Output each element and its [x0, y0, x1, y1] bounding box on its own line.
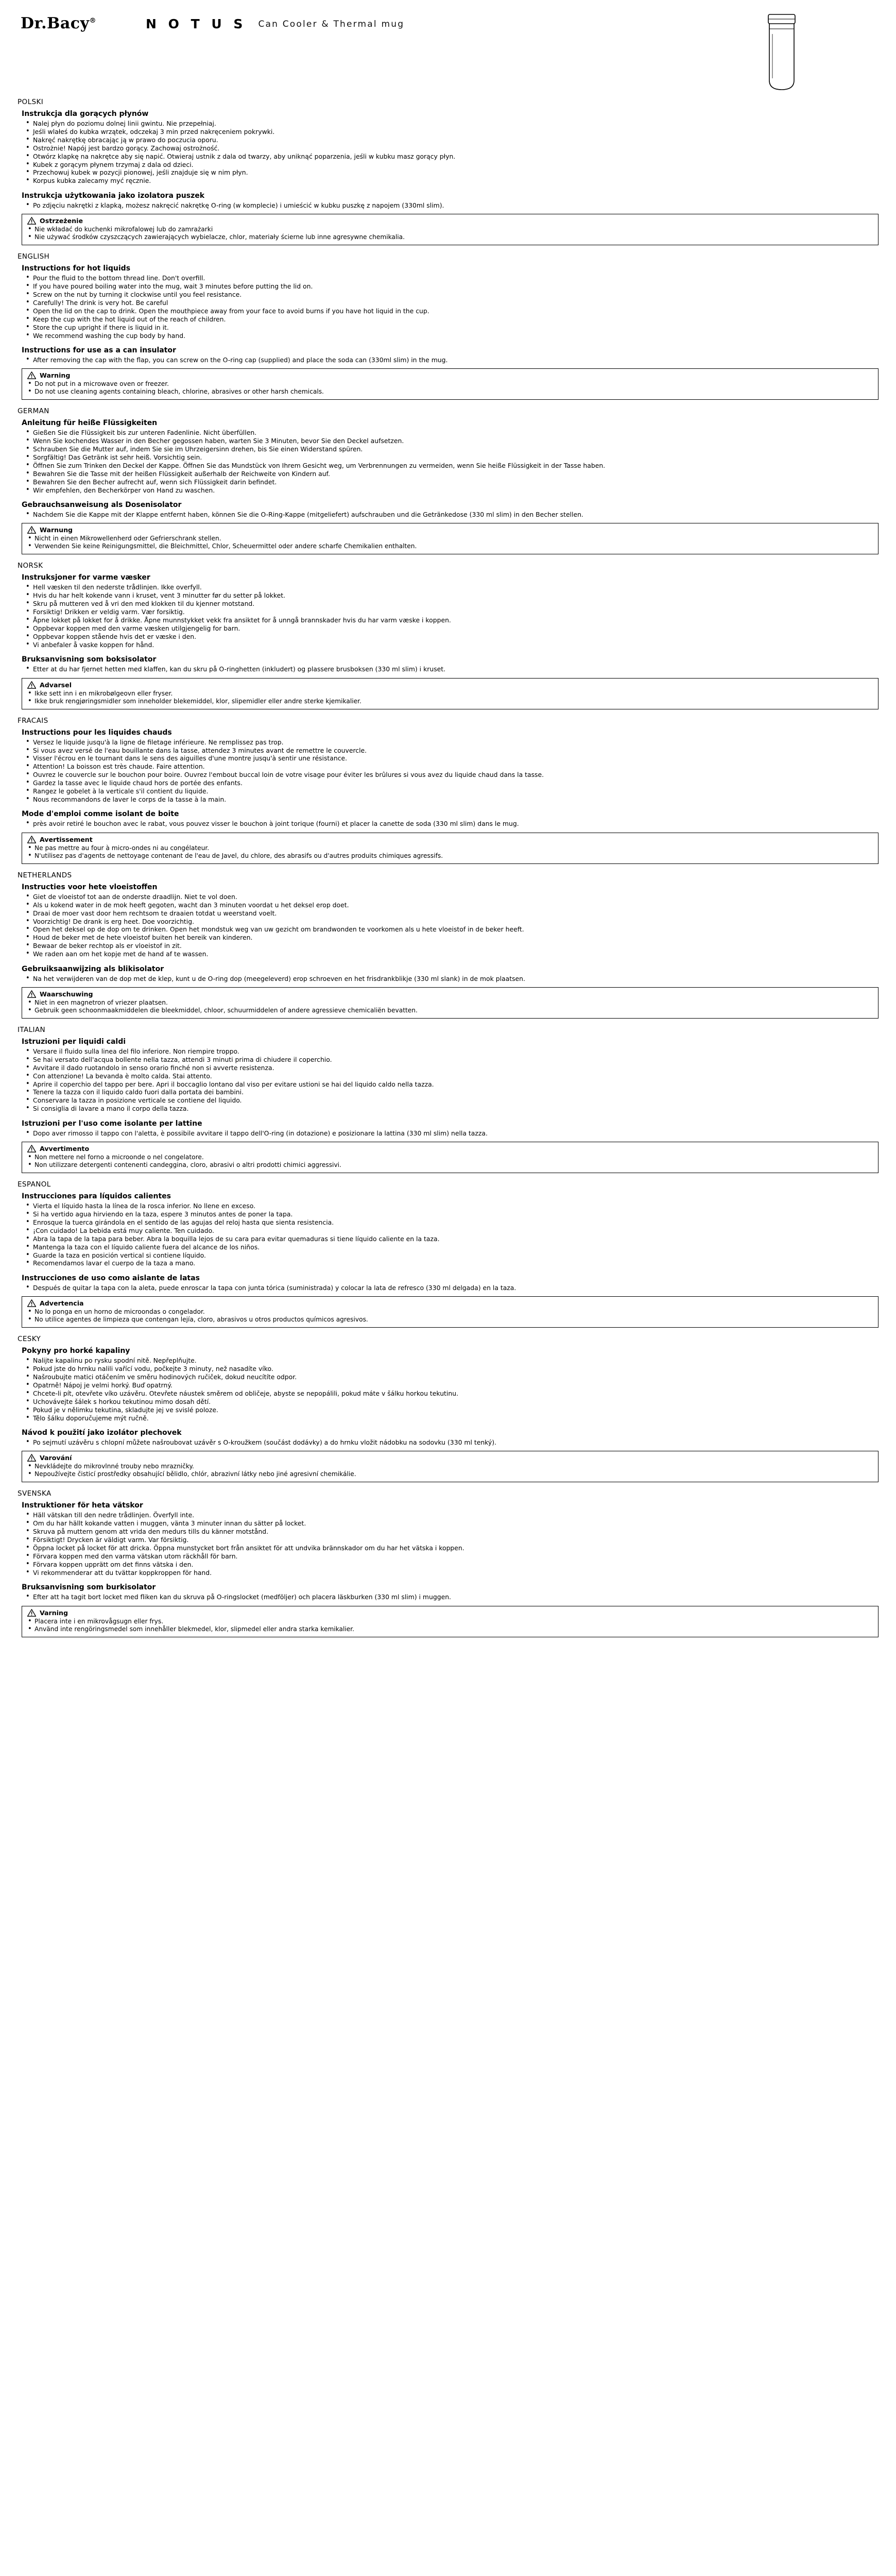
instruction-item: • Open the lid on the cap to drink. Open the mouthpiece away from your face to avoid burns if you have hot liquid in the cup.	[22, 307, 878, 315]
instruction-item: • Gardez la tasse avec le liquide chaud hors de portée des enfants.	[22, 779, 878, 787]
instruction-item: • Hvis du har helt kokende vann i kruset, vent 3 minutter før du setter på lokket.	[22, 591, 878, 599]
instruction-item: • Open het deksel op de dop om te drinken. Open het mondstuk weg van uw gezicht om brandwonden te voorkomen als u hete vloeistof in de beker heeft.	[22, 925, 878, 933]
warning-list	[27, 226, 873, 241]
warning-list	[27, 1463, 873, 1478]
warning-box	[22, 678, 878, 709]
product-name: N O T U S	[146, 16, 247, 31]
warning-triangle-icon	[27, 371, 36, 379]
warning-header	[27, 990, 873, 998]
instruction-item: • Bewaar de beker rechtop als er vloeistof in zit.	[22, 942, 878, 950]
warning-item: • N'utilisez pas d'agents de nettoyage contenant de l'eau de Javel, du chlore, des abrasifs ou d'autres produits chimiques agressifs.	[27, 852, 873, 860]
instruction-item: • Ouvrez le couvercle sur le bouchon pour boire. Ouvrez l'embout buccal loin de votre visage pour éviter les brûlures si vous avez du liquide chaud dans la tasse.	[22, 771, 878, 778]
instruction-list	[22, 820, 878, 827]
warning-list	[27, 380, 873, 396]
instruction-item: • Po sejmutí uzávěru s chlopní můžete našroubovat uzávěr s O-kroužkem (součást dodávky) a do hrnku vložit nádobku na sodovku (330 ml tenký).	[22, 1438, 878, 1446]
instruction-item: • Conservare la tazza in posizione verticale se contiene del liquido.	[22, 1096, 878, 1104]
warning-triangle-icon	[27, 1299, 36, 1307]
language-section	[18, 717, 878, 864]
instruction-list	[22, 1357, 878, 1422]
instruction-item: • Oppbevar koppen med den varme væsken utilgjengelig for barn.	[22, 624, 878, 632]
instruction-item: • Bewahren Sie den Becher aufrecht auf, wenn sich Flüssigkeit darin befindet.	[22, 478, 878, 486]
language-label: CESKY	[18, 1335, 41, 1344]
instruction-item: • Pokud jste do hrnku nalili vařící vodu, počkejte 3 minuty, než nasadíte víko.	[22, 1365, 878, 1372]
warning-header	[27, 1299, 873, 1307]
instruction-heading: Bruksanvisning som boksisolator	[22, 655, 157, 664]
warning-header	[27, 1454, 873, 1462]
warning-triangle-icon	[27, 217, 36, 225]
instruction-heading: Instrucciones para líquidos calientes	[22, 1192, 171, 1201]
instruction-item: • Oppbevar koppen stående hvis det er væske i den.	[22, 633, 878, 640]
instruction-item: • Visser l'écrou en le tournant dans le sens des aiguilles d'une montre jusqu'à sentir une résistance.	[22, 754, 878, 762]
instruction-item: • Opatrně! Nápoj je velmi horký. Buď opatrný.	[22, 1381, 878, 1389]
warning-item: • Nie używać środków czyszczących zawierających wybielacze, chlor, materiały ścierne lub inne agresywne chemikalia.	[27, 233, 873, 241]
instruction-heading: Pokyny pro horké kapaliny	[22, 1347, 130, 1355]
instruction-item: • Versez le liquide jusqu'à la ligne de filetage inférieure. Ne remplissez pas trop.	[22, 738, 878, 746]
instruction-item: • Po zdjęciu nakrętki z klapką, możesz nakręcić nakrętkę O-ring (w komplecie) i umieścić w kubku puszkę z napojem (330ml slim).	[22, 201, 878, 209]
instruction-item: • We recommend washing the cup body by hand.	[22, 332, 878, 340]
warning-triangle-icon	[27, 1609, 36, 1617]
warning-item: • No lo ponga en un horno de microondas o congelador.	[27, 1308, 873, 1316]
instruction-item: • Forsiktig! Drikken er veldig varm. Vær forsiktig.	[22, 608, 878, 616]
warning-triangle-icon	[27, 681, 36, 689]
warning-label: Avertissement	[40, 835, 93, 843]
warning-item: • Använd inte rengöringsmedel som innehåller blekmedel, klor, slipmedel eller andra starka kemikalier.	[27, 1625, 873, 1633]
instruction-heading: Instrukcja dla gorących płynów	[22, 110, 149, 118]
instruction-item: • Después de quitar la tapa con la aleta, puede enroscar la tapa con junta tórica (suministrada) y colocar la lata de refresco (330 ml delgada) en la taza.	[22, 1284, 878, 1292]
instruction-heading: Instructies voor hete vloeistoffen	[22, 883, 158, 891]
instruction-list	[22, 583, 878, 649]
registered-mark: ®	[89, 17, 97, 25]
instruction-heading: Instruksjoner for varme væsker	[22, 573, 150, 582]
product-title-block	[146, 13, 404, 31]
instruction-list	[22, 738, 878, 804]
instruction-list	[22, 893, 878, 958]
instruction-item: • Carefully! The drink is very hot. Be careful	[22, 299, 878, 307]
warning-label: Advarsel	[40, 681, 72, 689]
instruction-item: • Vierta el líquido hasta la línea de la rosca inferior. No llene en exceso.	[22, 1202, 878, 1210]
language-label: SVENSKA	[18, 1489, 51, 1498]
travel-mug-illustration-icon	[757, 13, 806, 92]
instruction-item: • Gießen Sie die Flüssigkeit bis zur unteren Fadenlinie. Nicht überfüllen.	[22, 429, 878, 436]
warning-label: Advertencia	[40, 1299, 84, 1308]
instruction-list	[22, 1438, 878, 1446]
language-label: ITALIAN	[18, 1025, 46, 1034]
warning-header	[27, 526, 873, 534]
warning-box	[22, 523, 878, 554]
warning-item: • Ne pas mettre au four à micro-ondes ni au congélateur.	[27, 844, 873, 852]
instruction-heading: Instrukcja użytkowania jako izolatora puszek	[22, 191, 205, 200]
warning-list	[27, 535, 873, 550]
instruction-list	[22, 120, 878, 185]
instruction-list	[22, 1593, 878, 1601]
instruction-list	[22, 1202, 878, 1267]
warning-item: • Verwenden Sie keine Reinigungsmittel, die Bleichmittel, Chlor, Scheuermittel oder andere scharfe Chemikalien enthalten.	[27, 543, 873, 550]
warning-triangle-icon	[27, 836, 36, 843]
language-section	[18, 1335, 878, 1482]
instruction-item: • Našroubujte matici otáčením ve směru hodinových ručiček, dokud neucítíte odpor.	[22, 1373, 878, 1381]
instruction-item: • Jeśli wlałeś do kubka wrzątek, odczekaj 3 min przed nakręceniem pokrywki.	[22, 128, 878, 135]
warning-header	[27, 217, 873, 225]
instruction-item: • Aprire il coperchio del tappo per bere. Apri il boccaglio lontano dal viso per evitare ustioni se hai del liquido caldo nella tazza.	[22, 1080, 878, 1088]
instruction-item: • Con attenzione! La bevanda è molto calda. Stai attento.	[22, 1072, 878, 1080]
language-section	[18, 407, 878, 554]
instruction-item: • Tenere la tazza con il liquido caldo fuori dalla portata dei bambini.	[22, 1088, 878, 1096]
warning-list	[27, 844, 873, 860]
instruction-heading: Gebrauchsanweisung als Dosenisolator	[22, 501, 182, 510]
warning-item: • Ikke bruk rengjøringsmidler som inneholder blekemiddel, klor, slipemidler eller andre sterke kjemikalier.	[27, 698, 873, 705]
instruction-heading: Mode d'emploi comme isolant de boite	[22, 810, 179, 819]
language-label: ENGLISH	[18, 252, 50, 261]
instruction-item: • Rangez le gobelet à la verticale s'il contient du liquide.	[22, 787, 878, 795]
warning-box	[22, 214, 878, 245]
instruction-item: • Przechowuj kubek w pozycji pionowej, jeśli znajduje się w nim płyn.	[22, 168, 878, 176]
instruction-item: • Nachdem Sie die Kappe mit der Klappe entfernt haben, können Sie die O-Ring-Kappe (mitgeliefert) aufschrauben und die Getränkedose (330 ml slim) in den Becher stellen.	[22, 511, 878, 518]
instruction-item: • Hell væsken til den nederste trådlinjen. Ikke overfyll.	[22, 583, 878, 591]
language-label: NETHERLANDS	[18, 871, 72, 879]
instruction-item: • Draai de moer vast door hem rechtsom te draaien totdat u weerstand voelt.	[22, 909, 878, 917]
warning-box	[22, 1606, 878, 1637]
language-label: GERMAN	[18, 407, 49, 416]
instruction-list	[22, 356, 878, 364]
instruction-item: • Chcete-li pít, otevřete víko uzávěru. Otevřete náustek směrem od obličeje, abyste se nepopálili, pokud máte v šálku horkou tekutinu.	[22, 1389, 878, 1397]
instruction-item: • Försiktigt! Drycken är väldigt varm. Var försiktig.	[22, 1536, 878, 1544]
product-subtitle: Can Cooler & Thermal mug	[258, 19, 405, 29]
instruction-item: • Vi anbefaler å vaske koppen for hånd.	[22, 641, 878, 649]
warning-item: • Do not put in a microwave oven or freezer.	[27, 380, 873, 388]
instruction-item: • Keep the cup with the hot liquid out of the reach of children.	[22, 315, 878, 323]
instruction-item: • Se hai versato dell'acqua bollente nella tazza, attendi 3 minuti prima di chiudere il coperchio.	[22, 1056, 878, 1063]
instruction-item: • Uchovávejte šálek s horkou tekutinou mimo dosah dětí.	[22, 1398, 878, 1405]
instruction-heading: Instructions for hot liquids	[22, 264, 131, 273]
instruction-item: • After removing the cap with the flap, you can screw on the O-ring cap (supplied) and place the soda can (330ml slim) in the mug.	[22, 356, 878, 364]
instruction-heading: Návod k použití jako izolátor plechovek	[22, 1429, 182, 1437]
instruction-item: • Houd de beker met de hete vloeistof buiten het bereik van kinderen.	[22, 934, 878, 941]
page-header	[18, 13, 878, 91]
instruction-item: • Store the cup upright if there is liquid in it.	[22, 324, 878, 331]
instruction-item: • Si consiglia di lavare a mano il corpo della tazza.	[22, 1105, 878, 1112]
warning-header	[27, 1609, 873, 1617]
instruction-item: • Avvitare il dado ruotandolo in senso orario finché non si avverte resistenza.	[22, 1064, 878, 1072]
language-label: POLSKI	[18, 98, 44, 106]
warning-label: Ostrzeżenie	[40, 217, 83, 225]
instruction-item: • Na het verwijderen van de dop met de klep, kunt u de O-ring dop (meegeleverd) erop schroeven en het frisdrankblikje (330 ml slank) in de mok plaatsen.	[22, 975, 878, 982]
warning-label: Waarschuwing	[40, 990, 93, 998]
warning-item: • Non mettere nel forno a microonde o nel congelatore.	[27, 1154, 873, 1161]
warning-item: • Nepoužívejte čisticí prostředky obsahující bělidlo, chlór, abrazivní látky nebo jiné agresivní chemikálie.	[27, 1470, 873, 1478]
instruction-list	[22, 1511, 878, 1577]
instruction-item: • Si vous avez versé de l'eau bouillante dans la tasse, attendez 3 minutes avant de remettre le couvercle.	[22, 747, 878, 754]
cup-glyph-icon: y	[80, 14, 90, 32]
instruction-item: • Häll vätskan till den nedre trådlinjen. Överfyll inte.	[22, 1511, 878, 1519]
instruction-heading: Bruksanvisning som burkisolator	[22, 1583, 156, 1592]
instruction-item: • Enrosque la tuerca girándola en el sentido de las agujas del reloj hasta que sienta resistencia.	[22, 1218, 878, 1226]
warning-box	[22, 1142, 878, 1173]
warning-box	[22, 1296, 878, 1328]
language-section	[18, 1026, 878, 1173]
instruction-heading: Instructions pour les liquides chauds	[22, 728, 172, 737]
warning-box	[22, 987, 878, 1019]
instruction-item: • Åpne lokket på lokket for å drikke. Åpne munnstykket vekk fra ansiktet for å unngå brannskader hvis du har varm væske i koppen.	[22, 616, 878, 624]
instruction-item: • Als u kokend water in de mok heeft gegoten, wacht dan 3 minuten voordat u het deksel erop doet.	[22, 901, 878, 909]
instruction-item: • Versare il fluido sulla linea del filo inferiore. Non riempire troppo.	[22, 1047, 878, 1055]
warning-header	[27, 681, 873, 689]
instruction-heading: Gebruiksaanwijzing als blikisolator	[22, 964, 164, 973]
instruction-item: • Korpus kubka zalecamy myć ręcznie.	[22, 177, 878, 184]
instruction-item: • Abra la tapa de la tapa para beber. Abra la boquilla lejos de su cara para evitar quemaduras si tiene líquido caliente en la taza.	[22, 1235, 878, 1243]
language-section	[18, 871, 878, 1019]
instruction-item: • Pour the fluid to the bottom thread line. Don't overfill.	[22, 274, 878, 282]
instruction-item: • Nalej płyn do poziomu dolnej linii gwintu. Nie przepełniaj.	[22, 120, 878, 127]
instruction-item: • Otwórz klapkę na nakrętce aby się napić. Otwieraj ustnik z dala od twarzy, aby uniknąć poparzenia, jeśli w kubku masz gorący płyn.	[22, 152, 878, 160]
warning-list	[27, 1308, 873, 1324]
warning-label: Warning	[40, 371, 71, 380]
language-section	[18, 1489, 878, 1637]
warning-item: • Nie wkładać do kuchenki mikrofalowej lub do zamrażarki	[27, 226, 873, 233]
language-label: FRACAIS	[18, 716, 48, 725]
instruction-list	[22, 274, 878, 340]
language-label: ESPANOL	[18, 1180, 51, 1189]
instruction-heading: Instruktioner för heta vätskor	[22, 1501, 143, 1510]
instruction-item: • Bewahren Sie die Tasse mit der heißen Flüssigkeit außerhalb der Reichweite von Kindern auf.	[22, 470, 878, 478]
instruction-item: • ¡Con cuidado! La bebida está muy caliente. Ten cuidado.	[22, 1227, 878, 1234]
instruction-item: • Wir empfehlen, den Becherkörper von Hand zu waschen.	[22, 486, 878, 494]
brand-logo	[18, 13, 96, 32]
warning-label: Warnung	[40, 526, 73, 534]
instruction-item: • Om du har hällt kokande vatten i muggen, vänta 3 minuter innan du sätter på locket.	[22, 1519, 878, 1527]
warning-label: Avvertimento	[40, 1145, 90, 1153]
warning-triangle-icon	[27, 526, 36, 534]
instruction-heading: Instructions for use as a can insulator	[22, 346, 176, 354]
instruction-item: • Giet de vloeistof tot aan de onderste draadlijn. Niet te vol doen.	[22, 893, 878, 901]
instruction-item: • Schrauben Sie die Mutter auf, indem Sie sie im Uhrzeigersinn drehen, bis Sie einen Widerstand spüren.	[22, 445, 878, 453]
warning-triangle-icon	[27, 1454, 36, 1462]
warning-item: • Nicht in einen Mikrowellenherd oder Gefrierschrank stellen.	[27, 535, 873, 543]
instruction-item: • Tělo šálku doporučujeme mýt ručně.	[22, 1414, 878, 1422]
warning-item: • Niet in een magnetron of vriezer plaatsen.	[27, 999, 873, 1007]
warning-item: • Ikke sett inn i en mikrobølgeovn eller fryser.	[27, 690, 873, 698]
warning-box	[22, 368, 878, 400]
instruction-item: • Recomendamos lavar el cuerpo de la taza a mano.	[22, 1259, 878, 1267]
instruction-item: • Öppna locket på locket för att dricka. Öppna munstycket bort från ansiktet för att undvika brännskador om du har het vätska i koppen.	[22, 1544, 878, 1552]
warning-box	[22, 1451, 878, 1482]
brand-name-part1: Dr.Bac	[21, 14, 80, 32]
language-section	[18, 98, 878, 245]
instruction-item: • près avoir retiré le bouchon avec le rabat, vous pouvez visser le bouchon à joint torique (fourni) et placer la canette de soda (330 ml slim) dans le mug.	[22, 820, 878, 827]
instruction-item: • Efter att ha tagit bort locket med fliken kan du skruva på O-ringslocket (medföljer) och placera läskburken (330 ml slim) i muggen.	[22, 1593, 878, 1601]
instruction-heading: Istruzioni per liquidi caldi	[22, 1037, 126, 1046]
warning-list	[27, 1154, 873, 1169]
instruction-item: • Kubek z gorącym płynem trzymaj z dala od dzieci.	[22, 161, 878, 168]
instruction-item: • Ostrożnie! Napój jest bardzo gorący. Zachowaj ostrożność.	[22, 144, 878, 152]
instruction-list	[22, 665, 878, 673]
instruction-list	[22, 1284, 878, 1292]
instruction-item: • Sorgfältig! Das Getränk ist sehr heiß. Vorsichtig sein.	[22, 453, 878, 461]
language-section	[18, 1180, 878, 1328]
warning-item: • Gebruik geen schoonmaakmiddelen die bleekmiddel, chloor, schuurmiddelen of andere agressieve chemicaliën bevatten.	[27, 1007, 873, 1014]
instruction-item: • Wenn Sie kochendes Wasser in den Becher gegossen haben, warten Sie 3 Minuten, bevor Sie den Deckel aufsetzen.	[22, 437, 878, 445]
instruction-list	[22, 429, 878, 494]
instruction-item: • Öffnen Sie zum Trinken den Deckel der Kappe. Öffnen Sie das Mundstück von Ihrem Gesicht weg, um Verbrennungen zu vermeiden, wenn Sie heiße Flüssigkeit in der Tasse haben.	[22, 462, 878, 469]
warning-label: Varning	[40, 1608, 68, 1617]
instruction-item: • Vi rekommenderar att du tvättar koppkroppen för hand.	[22, 1569, 878, 1577]
language-section	[18, 562, 878, 709]
warning-header	[27, 371, 873, 379]
instruction-item: • Etter at du har fjernet hetten med klaffen, kan du skru på O-ringhetten (inkludert) og plassere brusboksen (330 ml slim) i kruset.	[22, 665, 878, 673]
instruction-item: • Mantenga la taza con el líquido caliente fuera del alcance de los niños.	[22, 1243, 878, 1251]
instruction-list	[22, 975, 878, 982]
warning-label: Varování	[40, 1454, 72, 1462]
instruction-list	[22, 1129, 878, 1137]
instruction-item: • Si ha vertido agua hirviendo en la taza, espere 3 minutos antes de poner la tapa.	[22, 1210, 878, 1218]
instruction-heading: Instrucciones de uso como aislante de latas	[22, 1274, 200, 1282]
warning-header	[27, 1145, 873, 1153]
instruction-item: • Nous recommandons de laver le corps de la tasse à la main.	[22, 795, 878, 803]
instruction-item: • Pokud je v nělimku tekutina, skladujte jej ve svislé poloze.	[22, 1406, 878, 1414]
instruction-list	[22, 201, 878, 209]
language-label: NORSK	[18, 562, 43, 570]
warning-item: • Nevkládejte do mikrovlnné trouby nebo mrazničky.	[27, 1463, 873, 1470]
warning-list	[27, 1618, 873, 1633]
warning-triangle-icon	[27, 990, 36, 998]
warning-item: • Do not use cleaning agents containing bleach, chlorine, abrasives or other harsh chemicals.	[27, 388, 873, 396]
language-sections	[18, 98, 878, 1637]
warning-box	[22, 833, 878, 864]
instruction-list	[22, 1047, 878, 1113]
instruction-list	[22, 511, 878, 518]
instruction-item: • Skruva på muttern genom att vrida den medurs tills du känner motstånd.	[22, 1528, 878, 1535]
warning-list	[27, 999, 873, 1014]
instruction-item: • Nalijte kapalinu po rysku spodní nitě. Nepřeplňujte.	[22, 1357, 878, 1364]
instruction-item: • Nakręć nakrętkę obracając ją w prawo do poczucia oporu.	[22, 136, 878, 144]
instruction-item: • Guarde la taza en posición vertical si contiene líquido.	[22, 1251, 878, 1259]
warning-triangle-icon	[27, 1145, 36, 1153]
instruction-item: • Screw on the nut by turning it clockwise until you feel resistance.	[22, 291, 878, 298]
language-section	[18, 252, 878, 400]
instruction-item: • We raden aan om het kopje met de hand af te wassen.	[22, 950, 878, 958]
instruction-item: • If you have poured boiling water into the mug, wait 3 minutes before putting the lid on.	[22, 282, 878, 290]
warning-header	[27, 836, 873, 843]
warning-item: • Placera inte i en mikrovågsugn eller frys.	[27, 1618, 873, 1625]
instruction-heading: Istruzioni per l'uso come isolante per lattine	[22, 1119, 202, 1128]
instruction-item: • Voorzichtig! De drank is erg heet. Doe voorzichtig.	[22, 918, 878, 925]
instruction-item: • Förvara koppen upprätt om det finns vätska i den.	[22, 1561, 878, 1568]
instruction-item: • Attention! La boisson est très chaude. Faire attention.	[22, 762, 878, 770]
warning-list	[27, 690, 873, 705]
instruction-item: • Dopo aver rimosso il tappo con l'aletta, è possibile avvitare il tappo dell'O-ring (in dotazione) e posizionare la lattina (330 ml slim) nella tazza.	[22, 1129, 878, 1137]
warning-item: • Non utilizzare detergenti contenenti candeggina, cloro, abrasivi o altri prodotti chimici aggressivi.	[27, 1161, 873, 1169]
instruction-heading: Anleitung für heiße Flüssigkeiten	[22, 419, 158, 428]
warning-item: • No utilice agentes de limpieza que contengan lejía, cloro, abrasivos u otros productos químicos agresivos.	[27, 1316, 873, 1324]
instruction-item: • Förvara koppen med den varma vätskan utom räckhåll för barn.	[22, 1552, 878, 1560]
instruction-item: • Skru på mutteren ved å vri den med klokken til du kjenner motstand.	[22, 600, 878, 607]
